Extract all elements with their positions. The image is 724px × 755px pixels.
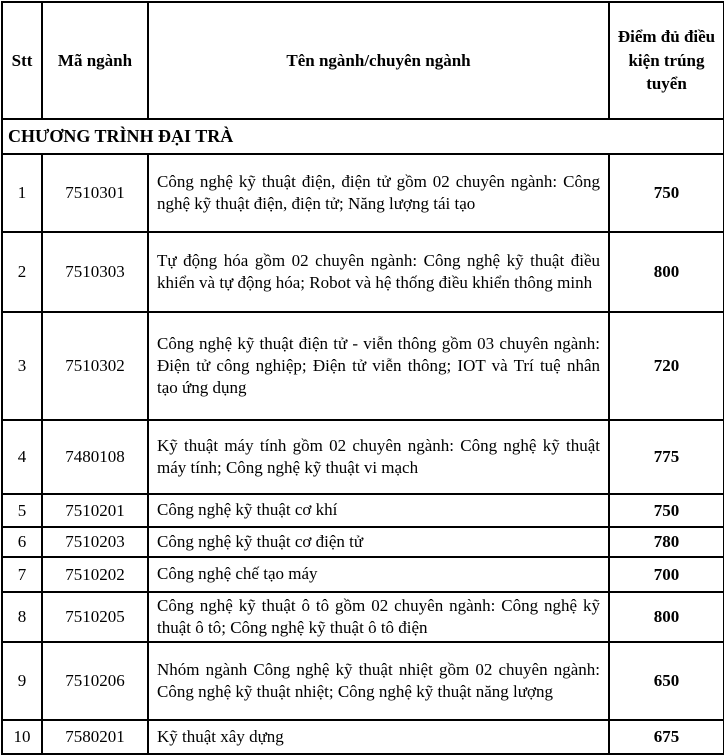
row-name: Công nghệ kỹ thuật cơ điện tử [148,527,609,557]
table-row [2,154,724,232]
row-code: 7480108 [42,420,148,494]
table-row [2,527,724,557]
row-stt: 1 [2,154,42,232]
section-row [2,119,724,154]
admission-score-table [1,1,724,755]
row-code: 7510302 [42,312,148,420]
row-code: 7510203 [42,527,148,557]
row-stt: 5 [2,494,42,527]
table-row [2,312,724,420]
table-row [2,557,724,592]
row-name: Nhóm ngành Công nghệ kỹ thuật nhiệt gồm 02 chuyên ngành: Công nghệ kỹ thuật nhiệt; Công nghệ kỹ thuật năng lượng [148,642,609,720]
row-code: 7510303 [42,232,148,312]
table-row [2,720,724,754]
row-name: Kỹ thuật máy tính gồm 02 chuyên ngành: Công nghệ kỹ thuật máy tính; Công nghệ kỹ thuật vi mạch [148,420,609,494]
row-score: 720 [609,312,724,420]
row-stt: 7 [2,557,42,592]
row-stt: 4 [2,420,42,494]
header-major-name: Tên ngành/chuyên ngành [148,2,609,119]
row-name: Tự động hóa gồm 02 chuyên ngành: Công nghệ kỹ thuật điều khiển và tự động hóa; Robot và hệ thống điều khiển thông minh [148,232,609,312]
row-score: 800 [609,232,724,312]
row-code: 7510301 [42,154,148,232]
row-score: 775 [609,420,724,494]
table-row [2,420,724,494]
row-stt: 3 [2,312,42,420]
row-code: 7510202 [42,557,148,592]
row-score: 780 [609,527,724,557]
row-name: Kỹ thuật xây dựng [148,720,609,754]
header-stt: Stt [2,2,42,119]
row-score: 675 [609,720,724,754]
row-score: 800 [609,592,724,642]
table-row [2,494,724,527]
header-score: Điểm đủ điều kiện trúng tuyển [609,2,724,119]
row-name: Công nghệ kỹ thuật cơ khí [148,494,609,527]
row-score: 650 [609,642,724,720]
table-row [2,592,724,642]
row-score: 750 [609,494,724,527]
row-name: Công nghệ chế tạo máy [148,557,609,592]
row-stt: 10 [2,720,42,754]
table-row [2,642,724,720]
row-name: Công nghệ kỹ thuật điện tử - viễn thông gồm 03 chuyên ngành: Điện tử công nghiệp; Điện tử viễn thông; IOT và Trí tuệ nhân tạo ứng dụng [148,312,609,420]
header-major-code: Mã ngành [42,2,148,119]
row-name: Công nghệ kỹ thuật ô tô gồm 02 chuyên ngành: Công nghệ kỹ thuật ô tô; Công nghệ kỹ thuật ô tô điện [148,592,609,642]
row-name: Công nghệ kỹ thuật điện, điện tử gồm 02 chuyên ngành: Công nghệ kỹ thuật điện, điện tử; Năng lượng tái tạo [148,154,609,232]
row-stt: 6 [2,527,42,557]
row-code: 7580201 [42,720,148,754]
section-title: CHƯƠNG TRÌNH ĐẠI TRÀ [2,119,724,154]
row-score: 750 [609,154,724,232]
row-code: 7510201 [42,494,148,527]
row-code: 7510206 [42,642,148,720]
row-score: 700 [609,557,724,592]
row-stt: 8 [2,592,42,642]
row-stt: 2 [2,232,42,312]
row-code: 7510205 [42,592,148,642]
table-row [2,232,724,312]
table-header-row [2,2,724,119]
row-stt: 9 [2,642,42,720]
admission-score-document [0,1,724,749]
